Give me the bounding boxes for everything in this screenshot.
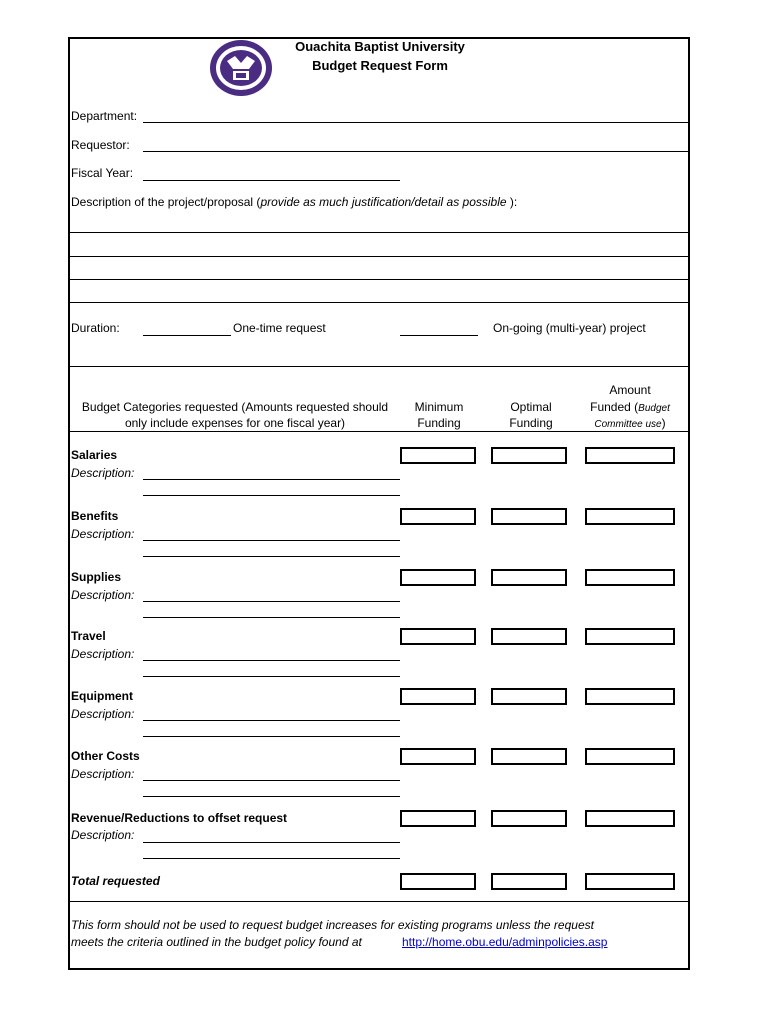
desc-line[interactable] [143, 780, 400, 781]
min-funding-input[interactable] [400, 569, 476, 586]
desc-line[interactable] [143, 556, 400, 557]
min-funding-input[interactable] [400, 688, 476, 705]
total-label: Total requested [71, 874, 160, 888]
description-line-3[interactable] [68, 279, 690, 280]
total-opt-input[interactable] [491, 873, 567, 890]
desc-line[interactable] [143, 540, 400, 541]
min-funding-input[interactable] [400, 447, 476, 464]
category-desc-label: Description: [71, 466, 135, 480]
amount-funded-input[interactable] [585, 628, 675, 645]
desc-line[interactable] [143, 660, 400, 661]
category-desc-label: Description: [71, 707, 135, 721]
description-label: Description of the project/proposal (provide as much justification/detail as possible ): [71, 195, 518, 209]
form-title: Budget Request Form [312, 58, 448, 73]
categories-header-line1: Budget Categories requested (Amounts requested should [81, 400, 389, 414]
opt-funding-input[interactable] [491, 628, 567, 645]
min-funding-input[interactable] [400, 628, 476, 645]
policy-link[interactable]: http://home.obu.edu/adminpolicies.asp [402, 935, 608, 949]
amount-funded-input[interactable] [585, 569, 675, 586]
desc-line[interactable] [143, 842, 400, 843]
opt-funding-input[interactable] [491, 508, 567, 525]
opt-funding-input[interactable] [491, 810, 567, 827]
desc-line[interactable] [143, 676, 400, 677]
duration-label: Duration: [71, 321, 120, 335]
total-amount-input[interactable] [585, 873, 675, 890]
opt-funding-input[interactable] [491, 569, 567, 586]
desc-line[interactable] [143, 495, 400, 496]
desc-line[interactable] [143, 617, 400, 618]
fiscal-year-field[interactable] [143, 180, 400, 181]
divider [68, 366, 690, 367]
total-min-input[interactable] [400, 873, 476, 890]
opt-funding-input[interactable] [491, 748, 567, 765]
org-name: Ouachita Baptist University [295, 39, 465, 54]
category-desc-label: Description: [71, 527, 135, 541]
category-name: Equipment [71, 689, 133, 703]
desc-line[interactable] [143, 796, 400, 797]
requestor-label: Requestor: [71, 138, 130, 152]
university-seal-icon [209, 39, 273, 97]
amount-funded-input[interactable] [585, 748, 675, 765]
category-desc-label: Description: [71, 647, 135, 661]
category-name: Salaries [71, 448, 118, 462]
desc-line[interactable] [143, 601, 400, 602]
opt-funding-input[interactable] [491, 447, 567, 464]
category-name: Other Costs [71, 749, 140, 763]
min-funding-input[interactable] [400, 508, 476, 525]
opt-header-line2: Funding [509, 416, 553, 430]
amount-funded-input[interactable] [585, 508, 675, 525]
category-name: Travel [71, 629, 106, 643]
one-time-field[interactable] [143, 335, 231, 336]
min-header-line1: Minimum [414, 400, 464, 414]
table-header-divider [68, 431, 690, 432]
amount-funded-input[interactable] [585, 447, 675, 464]
opt-funding-input[interactable] [491, 688, 567, 705]
desc-line[interactable] [143, 858, 400, 859]
desc-line[interactable] [143, 479, 400, 480]
footer-note-line1: This form should not be used to request budget increases for existing programs unless the request [71, 918, 594, 932]
category-name: Benefits [71, 509, 119, 523]
department-field[interactable] [143, 122, 688, 123]
ongoing-field[interactable] [400, 335, 478, 336]
description-line-2[interactable] [68, 256, 690, 257]
ongoing-label: On-going (multi-year) project [493, 321, 646, 335]
amt-header-line1: Amount [609, 383, 651, 397]
category-name: Supplies [71, 570, 122, 584]
one-time-label: One-time request [233, 321, 326, 335]
form-frame [68, 37, 690, 970]
department-label: Department: [71, 109, 138, 123]
category-desc-label: Description: [71, 767, 135, 781]
category-desc-label: Description: [71, 828, 135, 842]
opt-header-line1: Optimal [510, 400, 552, 414]
amt-header-line3: Committee use) [594, 416, 666, 430]
min-funding-input[interactable] [400, 748, 476, 765]
description-line-1[interactable] [68, 232, 690, 233]
category-name: Revenue/Reductions to offset request [71, 811, 288, 825]
amt-header-line2: Funded (Budget [590, 400, 670, 414]
amount-funded-input[interactable] [585, 688, 675, 705]
footer-note-line2: meets the criteria outlined in the budget policy found at [71, 935, 362, 949]
requestor-field[interactable] [143, 151, 688, 152]
categories-header-line2: only include expenses for one fiscal year) [124, 416, 346, 430]
min-funding-input[interactable] [400, 810, 476, 827]
footer-divider [68, 901, 690, 902]
fiscal-year-label: Fiscal Year: [71, 166, 134, 180]
description-line-4[interactable] [68, 302, 690, 303]
category-desc-label: Description: [71, 588, 135, 602]
amount-funded-input[interactable] [585, 810, 675, 827]
desc-line[interactable] [143, 720, 400, 721]
min-header-line2: Funding [417, 416, 461, 430]
desc-line[interactable] [143, 736, 400, 737]
